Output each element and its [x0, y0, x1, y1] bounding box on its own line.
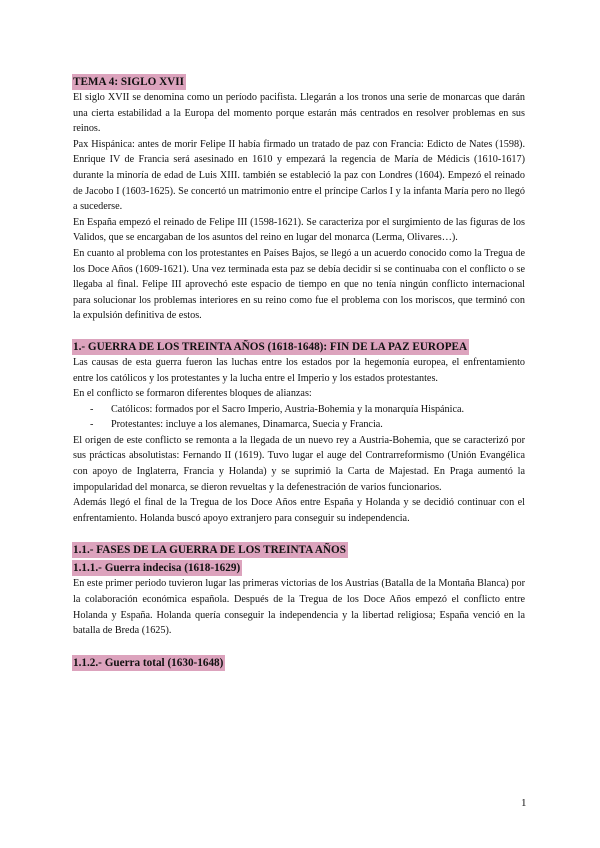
paragraph-bloques: En el conflicto se formaron diferentes bloques de alianzas: — [73, 388, 312, 400]
page-number: 1 — [521, 797, 527, 809]
paragraph-protestantes: En cuanto al problema con los protestantes en Países Bajos, se llegó a un acuerdo conocido como la Tregua de los Doce Años (1609-1621). Una vez terminada esta paz se debía decidir si se continuaba con el conflicto o se llegaba al final. Felipe III aprovechó este espacio de tiempo en que no tenía ningún conflicto internacional para solucionar los problemas interiores en su reino como fue el problema con los moriscos, que terminó con la expulsión definitiva de estos. — [73, 247, 525, 322]
list-item-catolicos — [73, 402, 525, 418]
paragraph-pax-hispanica: Pax Hispánica: antes de morir Felipe II había firmado un tratado de paz con Francia: Edicto de Nates (1598). Enrique IV de Francia será asesinado en 1610 y empezará la regencia de María de Médicis (1610-1617) durante la minoría de edad de Luis XIII. también se estableció la paz con Londres (1604). Empezó el reinado de Jacobo I (1603-1625). Se concertó un matrimonio entre el príncipe Carlos I y la infanta María pero no llegó a sucederse. — [73, 138, 525, 213]
list-item-protestantes — [73, 417, 525, 433]
title-row — [73, 72, 525, 90]
list-item-text: Protestantes: incluye a los alemanes, Dinamarca, Suecia y Francia. — [111, 419, 383, 431]
document-content — [73, 72, 525, 671]
paragraph-intro: El siglo XVII se denomina como un período pacifista. Llegarán a los tronos una serie de monarcas que darán una cierta estabilidad a la Europa del momento porque estarán más centrados en resolver problemas en sus reinos. — [73, 92, 525, 135]
subsubsection-heading-guerra-total: 1.1.2.- Guerra total (1630-1648) — [73, 656, 224, 669]
subsubsection-heading-row-2 — [73, 653, 525, 671]
subsection-heading-fases: 1.1.- FASES DE LA GUERRA DE LOS TREINTA AÑOS — [73, 544, 346, 557]
bullet-dash: - — [90, 403, 94, 415]
subsection-heading-row — [73, 540, 525, 558]
subsubsection-heading-row — [73, 558, 525, 576]
paragraph-origen: El origen de este conflicto se remonta a la llegada de un nuevo rey a Austria-Bohemia, que se caracterizó por sus prácticas absolutistas: Fernando II (1619). Tuvo lugar el auge del Contrarreformismo (Unión Evangélica con apoyo de Inglaterra, Francia y Holanda) y se suprimió la Carta de Majestad. En Praga aumentó la impopularidad del monarca, se dieron revueltas y la defenestración de varios funcionarios. — [73, 434, 525, 493]
section-heading-guerra-treinta-anos: 1.- GUERRA DE LOS TREINTA AÑOS (1618-1648): FIN DE LA PAZ EUROPEA — [73, 340, 468, 353]
paragraph-tregua: Además llegó el final de la Tregua de los Doce Años entre España y Holanda y se decidió continuar con el enfrentamiento. Holanda buscó apoyo extranjero para conseguir su independencia. — [73, 497, 525, 524]
list-item-text: Católicos: formados por el Sacro Imperio, Austria-Bohemia y la monarquía Hispánica. — [111, 403, 465, 415]
subsubsection-heading-guerra-indecisa: 1.1.1.- Guerra indecisa (1618-1629) — [73, 562, 241, 575]
paragraph-guerra-indecisa: En este primer periodo tuvieron lugar las primeras victorias de los Austrias (Batalla de la Montaña Blanca) por la colaboración económica española. Después de la Tregua de los Doce Años empezó el conflicto entre Holanda y España. Holanda quería conseguir la independencia y la libertad religiosa; España venció en la batalla de Breda (1625). — [73, 578, 525, 637]
bullet-dash: - — [90, 419, 94, 431]
alliances-list — [73, 402, 525, 433]
paragraph-causas: Las causas de esta guerra fueron las luchas entre los estados por la hegemonía europea, el enfrentamiento entre los católicos y los protestantes y la lucha entre el Imperio y los estados protestantes. — [73, 356, 525, 384]
paragraph-felipe-iii: En España empezó el reinado de Felipe III (1598-1621). Se caracteriza por el surgimiento de las figuras de los Validos, que se encargaban de los asuntos del reino en lugar del monarca (Lerma, Olivares…). — [73, 216, 525, 244]
document-title: TEMA 4: SIGLO XVII — [73, 76, 184, 88]
section-heading-row — [73, 337, 525, 355]
